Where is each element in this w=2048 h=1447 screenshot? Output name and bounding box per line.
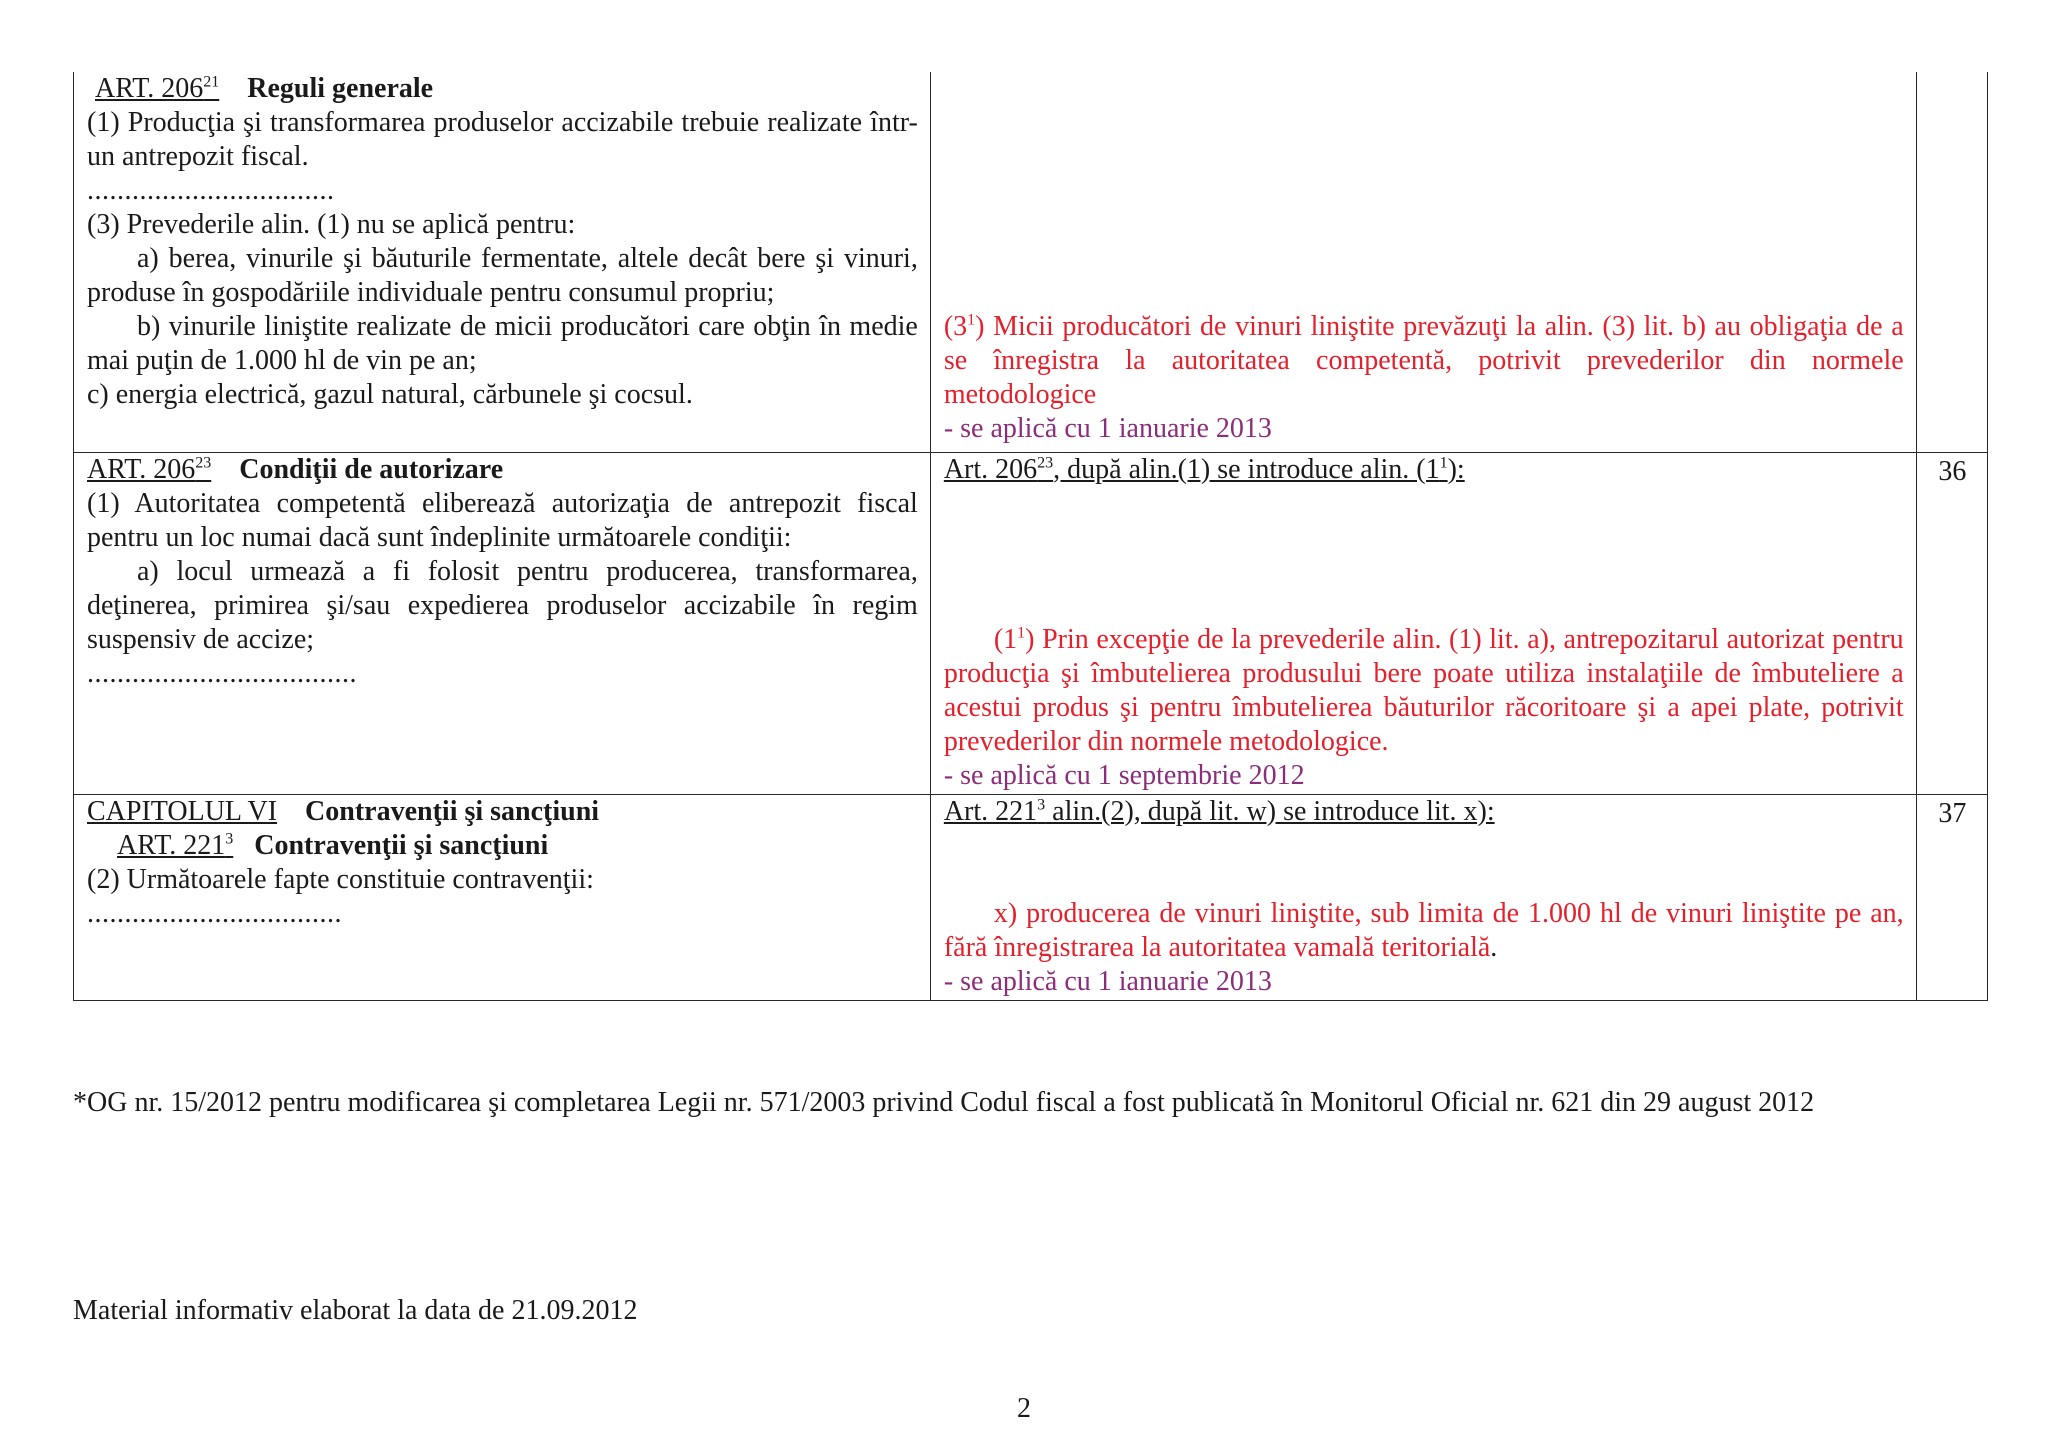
applies-date: - se aplică cu 1 ianuarie 2013 [943,413,1272,444]
row-number-cell [1916,72,1987,452]
paragraph: (3) Prevederile alin. (1) nu se aplică pentru: [87,209,576,240]
amendment-heading: Art. $221^3$ alin.(2), după lit. w) se introduce lit. x): [943,795,1495,827]
table-row [74,452,1988,794]
amendment-cell [930,452,1916,794]
list-item: a) berea, vinurile şi băuturile fermentate, altele decât bere şi vinuri, produse în gospodăriile individuale pentru consumul propriu; [87,243,918,308]
ellipsis: ................................. [87,175,335,206]
list-item: a) locul urmează a fi folosit pentru producerea, transformarea, deţinerea, primirea şi/sau expedierea produselor accizabile în regim suspensiv de accize; [87,555,918,655]
table-row [74,72,1988,452]
paragraph: (2) Următoarele fapte constituie contravenţii: [87,863,594,895]
original-text-cell [74,72,931,452]
paragraph: (1) Autoritatea competentă eliberează autorizaţia de antrepozit fiscal pentru un loc numai dacă sunt îndeplinite următoarele condiţii: [87,487,918,553]
applies-date: - se aplică cu 1 ianuarie 2013 [943,965,1272,997]
amendment-cell [930,794,1916,1000]
ellipsis: .................................... [87,657,357,689]
amendments-table [73,72,1988,1001]
list-item: b) vinurile liniştite realizate de micii producători care obţin în medie mai puţin de 1.000 hl de vin pe an; [87,311,918,376]
amendment-heading: Art. $206^{23}$, după alin.(1) se introduce alin. $(1^1)$: [943,453,1465,485]
material-date-note: Material informativ elaborat la data de 21.09.2012 [73,1295,638,1326]
footnote: *OG nr. 15/2012 pentru modificarea şi completarea Legii nr. 571/2003 privind Codul fiscal a fost publicată în Monitorul Oficial nr. 621 din 29 august 2012 [73,1087,1815,1118]
article-reference: ART. $206^{23}$ [87,453,212,485]
article-title: Reguli generale [247,73,434,104]
paragraph: (1) Producţia şi transformarea produselor accizabile trebuie realizate într-un antrepozit fiscal. [87,107,918,172]
original-text-cell [74,452,931,794]
article-title: Condiţii de autorizare [239,453,504,485]
table-row [74,794,1988,1000]
amendment-paragraph: x) producerea de vinuri liniştite, sub limita de 1.000 hl de vinuri liniştite pe an, fără înregistrarea la autoritatea vamală teritorială. [943,897,1904,963]
amendment-paragraph: $(3^1)$ Micii producători de vinuri liniştite prevăzuţi la alin. (3) lit. b) au obligaţia de a se înregistra la autoritatea competentă, potrivit prevederilor din normele metodologice [943,311,1904,410]
applies-date: - se aplică cu 1 septembrie 2012 [943,759,1305,791]
amendment-cell [930,72,1916,452]
row-number-cell: 37 [1916,794,1987,1000]
amendment-paragraph: $(1^1)$ Prin excepţie de la prevederile alin. (1) lit. a), antrepozitarul autorizat pentru producţia şi îmbutelierea produsului bere poate utiliza instalaţiile de îmbuteliere a acestui produs şi pentru îmbutelierea băuturilor răcoritoare şi a apei plate, potrivit prevederilor din normele metodologice. [943,623,1904,757]
article-title: Contravenţii şi sancţiuni [254,829,549,861]
original-text-cell [74,794,931,1000]
chapter-reference: CAPITOLUL VI [87,795,278,827]
ellipsis: .................................. [87,897,342,929]
list-item: c) energia electrică, gazul natural, cărbunele şi cocsul. [87,379,693,410]
article-reference: ART. $221^3$ [117,829,234,861]
article-reference: ART. $206^{21}$ [95,73,220,104]
page-number: 2 [1017,1393,1031,1424]
chapter-title: Contravenţii şi sancţiuni [305,795,600,827]
row-number-cell: 36 [1916,452,1987,794]
